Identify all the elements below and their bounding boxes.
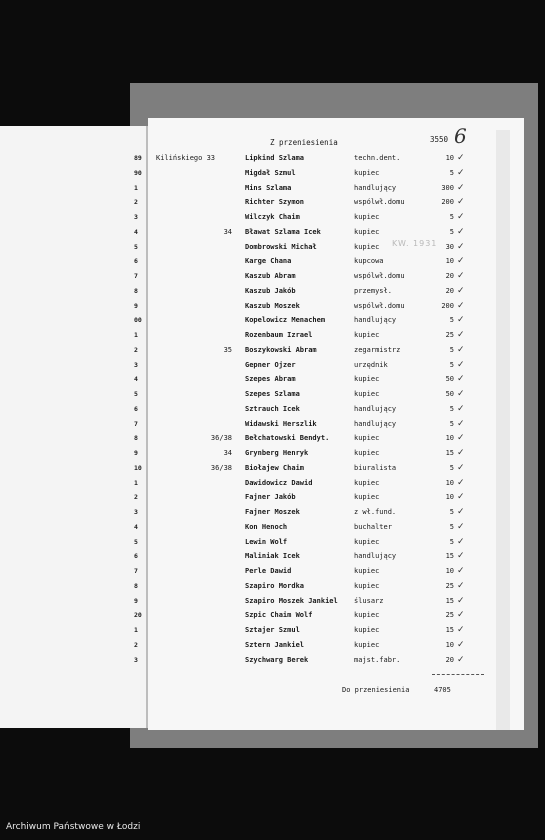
check-mark: ✓ bbox=[457, 448, 465, 458]
taxpayer-name: Karge Chana bbox=[245, 257, 292, 266]
taxpayer-name: Sztajer Szmul bbox=[245, 626, 300, 634]
occupation: z wł.fund. bbox=[354, 508, 397, 516]
tax-amount: 10 bbox=[445, 567, 454, 575]
ledger-row bbox=[0, 254, 545, 268]
taxpayer-name: Sztrauch Icek bbox=[245, 404, 300, 413]
taxpayer-name: Fajner Jakób bbox=[245, 493, 296, 502]
occupation: buchalter bbox=[354, 522, 392, 531]
taxpayer-name: Perle Dawid bbox=[245, 567, 292, 575]
tax-amount: 20 bbox=[445, 272, 454, 280]
tax-amount: 30 bbox=[445, 242, 454, 251]
occupation: biuralista bbox=[354, 463, 397, 472]
row-margin-number: 9 bbox=[134, 449, 138, 457]
street-name: Kilińskiego 33 bbox=[156, 154, 216, 162]
row-margin-number: 3 bbox=[134, 360, 138, 369]
check-mark: ✓ bbox=[457, 625, 465, 635]
ledger-row bbox=[0, 299, 545, 313]
row-margin-number: 6 bbox=[134, 404, 138, 413]
ledger-row bbox=[0, 638, 545, 652]
ledger-row bbox=[0, 166, 545, 180]
tax-amount: 50 bbox=[445, 390, 454, 398]
taxpayer-name: Richter Szymon bbox=[245, 198, 305, 207]
house-number: 34 bbox=[223, 449, 232, 457]
occupation: handlujący bbox=[354, 419, 397, 428]
house-number: 34 bbox=[223, 227, 232, 236]
tax-amount: 25 bbox=[445, 581, 454, 590]
taxpayer-name: Sztern Jankiel bbox=[245, 640, 305, 649]
occupation: kupiec bbox=[354, 611, 380, 620]
check-mark: ✓ bbox=[457, 241, 465, 252]
taxpayer-name: Szepes Abram bbox=[245, 375, 296, 384]
check-mark: ✓ bbox=[457, 521, 465, 532]
taxpayer-name: Dombrowski Michał bbox=[245, 242, 317, 251]
tax-amount: 25 bbox=[445, 331, 454, 339]
occupation: kupiec bbox=[354, 375, 380, 384]
taxpayer-name: Boszykowski Abram bbox=[245, 345, 317, 354]
check-mark: ✓ bbox=[457, 285, 465, 296]
tax-amount: 10 bbox=[445, 640, 454, 649]
ledger-row bbox=[0, 313, 545, 327]
taxpayer-name: Bławat Szlama Icek bbox=[245, 227, 321, 236]
ledger-row bbox=[0, 594, 545, 608]
taxpayer-name: Kaszub Jakób bbox=[245, 286, 296, 295]
row-margin-number: 9 bbox=[134, 596, 138, 605]
row-margin-number: 90 bbox=[134, 168, 142, 177]
row-margin-number: 5 bbox=[134, 390, 138, 398]
tax-amount: 10 bbox=[445, 493, 454, 502]
ledger-row bbox=[0, 402, 545, 416]
row-margin-number: 1 bbox=[134, 331, 138, 339]
check-mark: ✓ bbox=[457, 330, 465, 340]
occupation: handlujący bbox=[354, 552, 397, 561]
check-mark: ✓ bbox=[457, 507, 465, 517]
row-margin-number: 1 bbox=[134, 183, 138, 192]
handwritten-page-number: 6 bbox=[454, 124, 467, 148]
ledger-row bbox=[0, 653, 545, 667]
occupation: wspólwł.domu bbox=[354, 272, 405, 280]
tax-amount: 10 bbox=[445, 434, 454, 443]
row-margin-number: 2 bbox=[134, 198, 138, 207]
check-mark: ✓ bbox=[457, 315, 465, 326]
taxpayer-name: Szepes Szlama bbox=[245, 390, 300, 398]
taxpayer-name: Wilczyk Chaim bbox=[245, 213, 300, 221]
tax-amount: 5 bbox=[449, 345, 454, 354]
check-mark: ✓ bbox=[457, 403, 465, 414]
occupation: zegarmistrz bbox=[354, 345, 401, 354]
ledger-row bbox=[0, 535, 545, 549]
occupation: kupiec bbox=[354, 626, 380, 634]
tax-amount: 200 bbox=[441, 301, 454, 310]
row-margin-number: 8 bbox=[134, 434, 138, 443]
ledger-row bbox=[0, 579, 545, 593]
tax-amount: 15 bbox=[445, 449, 454, 457]
check-mark: ✓ bbox=[457, 433, 465, 444]
ledger-row bbox=[0, 225, 545, 239]
check-mark: ✓ bbox=[457, 182, 465, 193]
check-mark: ✓ bbox=[457, 610, 465, 621]
ledger-row bbox=[0, 446, 545, 460]
ledger-row bbox=[0, 520, 545, 534]
taxpayer-name: Kaszub Abram bbox=[245, 272, 296, 280]
ledger-row bbox=[0, 151, 545, 165]
ledger-row bbox=[0, 549, 545, 563]
taxpayer-name: Kaszub Moszek bbox=[245, 301, 300, 310]
occupation: ślusarz bbox=[354, 596, 384, 605]
ledger-row bbox=[0, 269, 545, 283]
taxpayer-name: Dawidowicz Dawid bbox=[245, 478, 313, 487]
taxpayer-name: Bełchatowski Bendyt. bbox=[245, 434, 330, 443]
row-margin-number: 6 bbox=[134, 552, 138, 561]
tax-amount: 5 bbox=[449, 213, 454, 221]
taxpayer-name: Rozenbaum Izrael bbox=[245, 331, 313, 339]
occupation: handlujący bbox=[354, 316, 397, 325]
check-mark: ✓ bbox=[457, 389, 465, 399]
ledger-row bbox=[0, 431, 545, 445]
tax-amount: 50 bbox=[445, 375, 454, 384]
occupation: urzędnik bbox=[354, 360, 388, 369]
taxpayer-name: Kon Henoch bbox=[245, 522, 288, 531]
check-mark: ✓ bbox=[457, 492, 465, 503]
row-margin-number: 1 bbox=[134, 626, 138, 634]
tax-amount: 20 bbox=[445, 655, 454, 664]
row-margin-number: 4 bbox=[134, 375, 138, 384]
faint-stamp: KW. 1931 bbox=[392, 239, 438, 248]
carry-forward-total: 4705 bbox=[434, 686, 451, 694]
row-margin-number: 9 bbox=[134, 301, 138, 310]
ledger-row bbox=[0, 490, 545, 504]
occupation: kupiec bbox=[354, 478, 380, 487]
row-margin-number: 5 bbox=[134, 242, 138, 251]
taxpayer-name: Fajner Moszek bbox=[245, 508, 300, 516]
ledger-row bbox=[0, 505, 545, 519]
occupation: kupiec bbox=[354, 213, 380, 221]
ledger-row bbox=[0, 210, 545, 224]
tax-amount: 10 bbox=[445, 257, 454, 266]
row-margin-number: 20 bbox=[134, 611, 142, 620]
occupation: techn.dent. bbox=[354, 154, 401, 162]
row-margin-number: 4 bbox=[134, 522, 138, 531]
ledger-row bbox=[0, 372, 545, 386]
row-margin-number: 8 bbox=[134, 581, 138, 590]
occupation: kupiec bbox=[354, 390, 380, 398]
row-margin-number: 7 bbox=[134, 419, 138, 428]
occupation: handlujący bbox=[354, 183, 397, 192]
occupation: kupcowa bbox=[354, 257, 384, 266]
carry-forward-label: Do przeniesienia bbox=[342, 686, 410, 694]
occupation: kupiec bbox=[354, 640, 380, 649]
check-mark: ✓ bbox=[457, 551, 465, 562]
row-margin-number: 8 bbox=[134, 286, 138, 295]
tax-amount: 10 bbox=[445, 478, 454, 487]
taxpayer-name: Grynberg Henryk bbox=[245, 449, 309, 457]
carried-over-heading: Z przeniesienia bbox=[270, 138, 338, 147]
tax-amount: 5 bbox=[449, 537, 454, 546]
row-margin-number: 7 bbox=[134, 567, 138, 575]
occupation: handlujący bbox=[354, 404, 397, 413]
occupation: kupiec bbox=[354, 449, 380, 457]
ledger-row bbox=[0, 608, 545, 622]
house-number: 35 bbox=[223, 345, 232, 354]
taxpayer-name: Szapiro Moszek Jankiel bbox=[245, 596, 338, 605]
row-margin-number: 89 bbox=[134, 154, 142, 162]
tax-amount: 300 bbox=[441, 183, 454, 192]
occupation: kupiec bbox=[354, 493, 380, 502]
row-margin-number: 2 bbox=[134, 493, 138, 502]
check-mark: ✓ bbox=[457, 359, 465, 370]
check-mark: ✓ bbox=[457, 566, 465, 576]
taxpayer-name: Kopelowicz Menachem bbox=[245, 316, 326, 325]
tax-amount: 5 bbox=[449, 360, 454, 369]
tax-amount: 5 bbox=[449, 316, 454, 325]
taxpayer-name: Mins Szlama bbox=[245, 183, 292, 192]
tax-amount: 5 bbox=[449, 419, 454, 428]
occupation: wspólwł.domu bbox=[354, 198, 405, 207]
tax-amount: 15 bbox=[445, 596, 454, 605]
row-margin-number: 10 bbox=[134, 463, 142, 472]
check-mark: ✓ bbox=[457, 462, 465, 473]
occupation: wspólwł.domu bbox=[354, 301, 405, 310]
row-margin-number: 7 bbox=[134, 272, 138, 280]
check-mark: ✓ bbox=[457, 374, 465, 385]
check-mark: ✓ bbox=[457, 580, 465, 591]
taxpayer-name: Maliniak Icek bbox=[245, 552, 300, 561]
tax-amount: 5 bbox=[449, 522, 454, 531]
tax-amount: 5 bbox=[449, 227, 454, 236]
taxpayer-name: Gepner Ojzer bbox=[245, 360, 296, 369]
taxpayer-name: Szychwarg Berek bbox=[245, 655, 309, 664]
occupation: kupiec bbox=[354, 331, 380, 339]
row-margin-number: 1 bbox=[134, 478, 138, 487]
tax-amount: 5 bbox=[449, 168, 454, 177]
occupation: kupiec bbox=[354, 168, 380, 177]
ledger-row bbox=[0, 358, 545, 372]
taxpayer-name: Szpic Chaim Wolf bbox=[245, 611, 313, 620]
tax-amount: 25 bbox=[445, 611, 454, 620]
tax-amount: 5 bbox=[449, 508, 454, 516]
ledger-row bbox=[0, 181, 545, 195]
ledger-row bbox=[0, 461, 545, 475]
tax-amount: 15 bbox=[445, 626, 454, 634]
ledger-row bbox=[0, 240, 545, 254]
check-mark: ✓ bbox=[457, 300, 465, 311]
taxpayer-name: Lewin Wolf bbox=[245, 537, 288, 546]
ledger-row bbox=[0, 284, 545, 298]
row-margin-number: 4 bbox=[134, 227, 138, 236]
check-mark: ✓ bbox=[457, 271, 465, 281]
tax-amount: 20 bbox=[445, 286, 454, 295]
ledger-row bbox=[0, 328, 545, 342]
ledger-row bbox=[0, 387, 545, 401]
tax-amount: 5 bbox=[449, 404, 454, 413]
ledger-row bbox=[0, 417, 545, 431]
archive-watermark: Archiwum Państwowe w Łodzi bbox=[6, 822, 141, 832]
taxpayer-name: Szapiro Mordka bbox=[245, 581, 305, 590]
row-margin-number: 6 bbox=[134, 257, 138, 266]
ledger-row bbox=[0, 195, 545, 209]
taxpayer-name: Biołajew Chaim bbox=[245, 463, 305, 472]
check-mark: ✓ bbox=[457, 654, 465, 665]
check-mark: ✓ bbox=[457, 418, 465, 429]
occupation: kupiec bbox=[354, 537, 380, 546]
house-number: 36/38 bbox=[210, 434, 232, 443]
ledger-row bbox=[0, 343, 545, 357]
check-mark: ✓ bbox=[457, 197, 465, 208]
check-mark: ✓ bbox=[457, 153, 465, 163]
occupation: kupiec bbox=[354, 567, 380, 575]
tax-amount: 10 bbox=[445, 154, 454, 162]
row-margin-number: 00 bbox=[134, 316, 142, 325]
check-mark: ✓ bbox=[457, 595, 465, 606]
check-mark: ✓ bbox=[457, 167, 465, 178]
check-mark: ✓ bbox=[457, 212, 465, 222]
occupation: kupiec bbox=[354, 227, 380, 236]
occupation: kupiec bbox=[354, 581, 380, 590]
row-margin-number: 2 bbox=[134, 345, 138, 354]
occupation: majst.fabr. bbox=[354, 655, 401, 664]
ledger-row bbox=[0, 623, 545, 637]
occupation: kupiec bbox=[354, 242, 380, 251]
check-mark: ✓ bbox=[457, 639, 465, 650]
check-mark: ✓ bbox=[457, 536, 465, 547]
row-margin-number: 3 bbox=[134, 655, 138, 664]
row-margin-number: 5 bbox=[134, 537, 138, 546]
row-margin-number: 2 bbox=[134, 640, 138, 649]
total-underline bbox=[432, 674, 484, 675]
check-mark: ✓ bbox=[457, 256, 465, 267]
occupation: przemysł. bbox=[354, 286, 392, 295]
taxpayer-name: Lipkind Szlama bbox=[245, 154, 305, 162]
occupation: kupiec bbox=[354, 434, 380, 443]
row-margin-number: 3 bbox=[134, 508, 138, 516]
ledger-row bbox=[0, 564, 545, 578]
check-mark: ✓ bbox=[457, 226, 465, 237]
tax-amount: 15 bbox=[445, 552, 454, 561]
tax-amount: 5 bbox=[449, 463, 454, 472]
ledger-row bbox=[0, 476, 545, 490]
tax-amount: 200 bbox=[441, 198, 454, 207]
row-margin-number: 3 bbox=[134, 213, 138, 221]
taxpayer-name: Widawski Herszlik bbox=[245, 419, 317, 428]
taxpayer-name: Migdał Szmul bbox=[245, 168, 296, 177]
carried-over-amount: 3550 bbox=[430, 135, 449, 144]
check-mark: ✓ bbox=[457, 477, 465, 488]
house-number: 36/38 bbox=[210, 463, 232, 472]
check-mark: ✓ bbox=[457, 344, 465, 355]
